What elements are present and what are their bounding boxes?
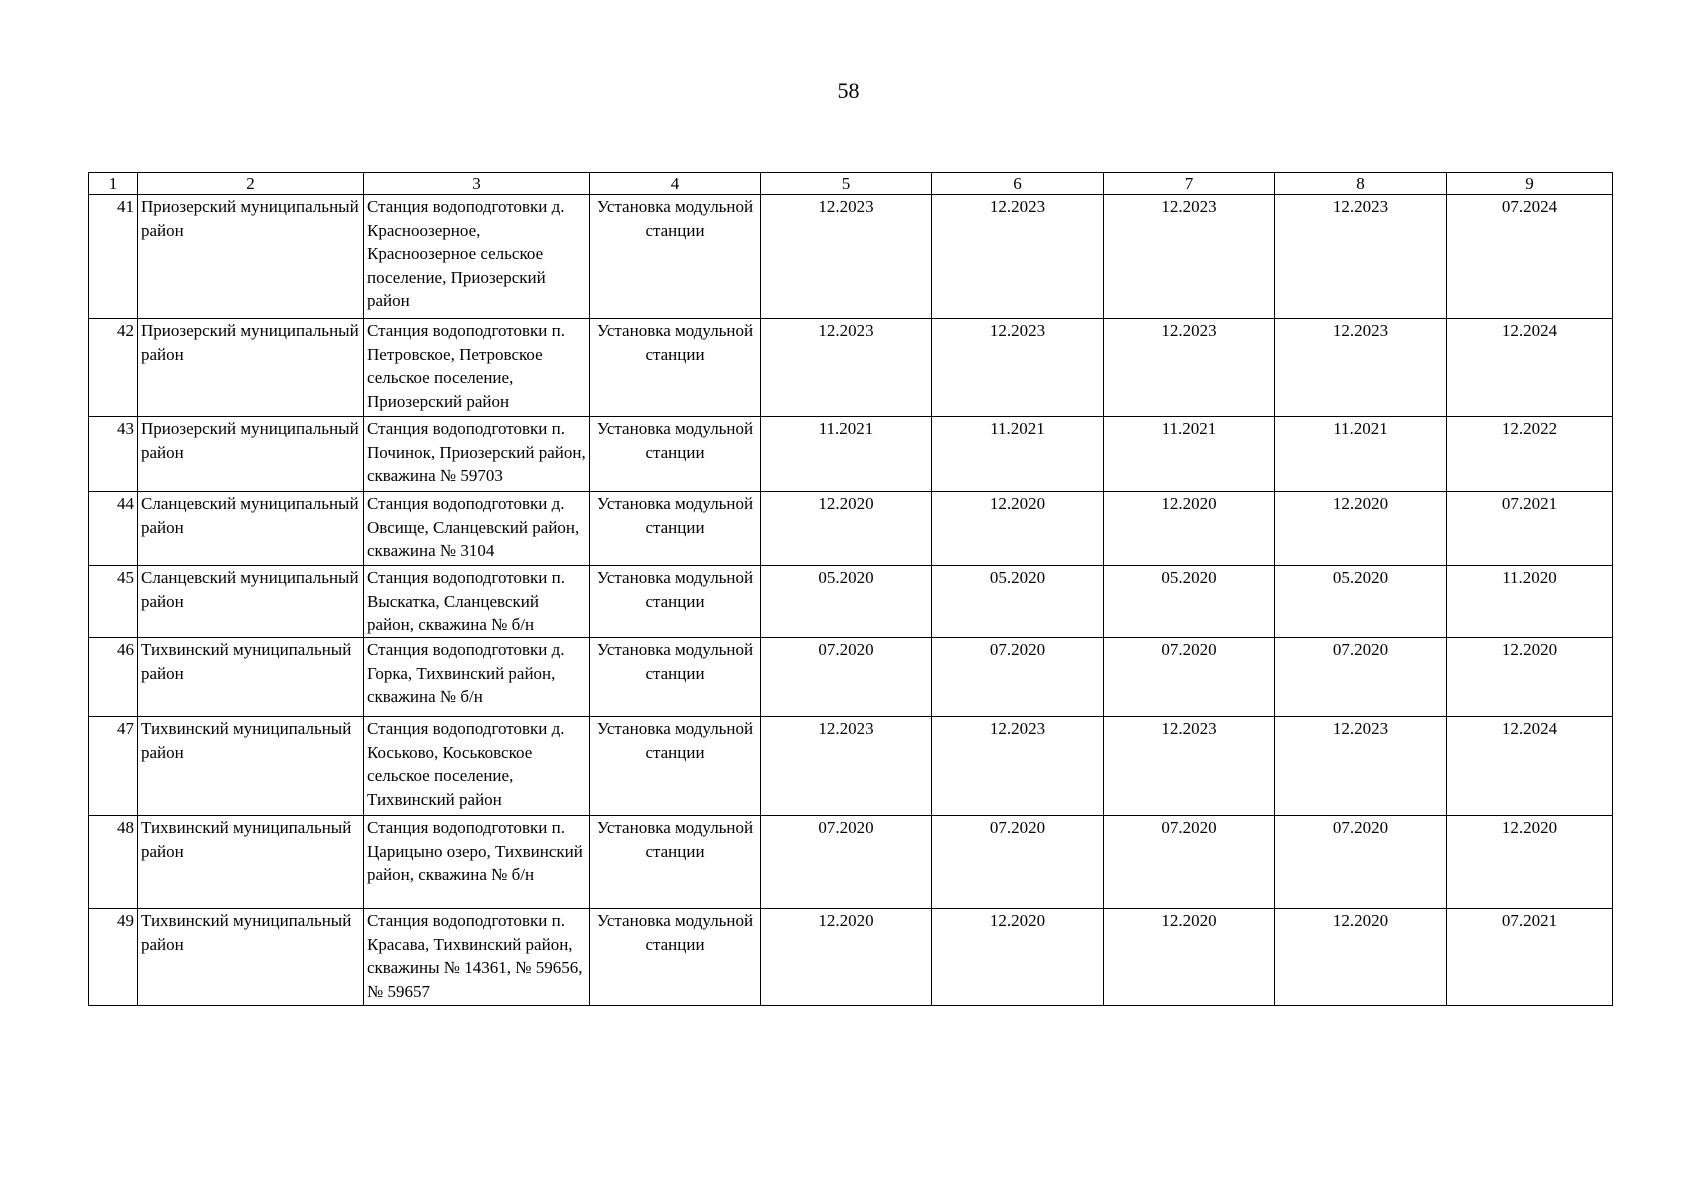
date-cell-7: 11.2021 bbox=[1104, 417, 1275, 492]
date-cell-6: 12.2020 bbox=[932, 909, 1104, 1006]
row-number: 43 bbox=[89, 417, 138, 492]
date-cell-6: 12.2020 bbox=[932, 492, 1104, 566]
object-cell: Станция водоподготовки д. Горка, Тихвинский район, скважина № б/н bbox=[364, 638, 590, 717]
row-number: 44 bbox=[89, 492, 138, 566]
table-row bbox=[89, 717, 1613, 816]
table-row bbox=[89, 319, 1613, 417]
date-cell-7: 12.2020 bbox=[1104, 909, 1275, 1006]
date-cell-5: 07.2020 bbox=[761, 638, 932, 717]
date-cell-9: 12.2022 bbox=[1447, 417, 1613, 492]
table-row bbox=[89, 566, 1613, 638]
object-cell: Станция водоподготовки п. Красава, Тихвинский район, скважины № 14361, № 59656, № 59657 bbox=[364, 909, 590, 1006]
date-cell-8: 12.2023 bbox=[1275, 717, 1447, 816]
object-cell: Станция водоподготовки п. Починок, Приозерский район, скважина № 59703 bbox=[364, 417, 590, 492]
action-cell: Установка модульной станции bbox=[590, 566, 761, 638]
object-cell: Станция водоподготовки д. Овсище, Сланцевский район, скважина № 3104 bbox=[364, 492, 590, 566]
district-cell: Тихвинский муниципальный район bbox=[138, 638, 364, 717]
district-cell: Приозерский муниципальный район bbox=[138, 195, 364, 319]
row-number: 42 bbox=[89, 319, 138, 417]
date-cell-6: 07.2020 bbox=[932, 816, 1104, 909]
district-cell: Тихвинский муниципальный район bbox=[138, 717, 364, 816]
date-cell-7: 12.2023 bbox=[1104, 319, 1275, 417]
date-cell-7: 07.2020 bbox=[1104, 816, 1275, 909]
row-number: 48 bbox=[89, 816, 138, 909]
object-cell: Станция водоподготовки п. Выскатка, Сланцевский район, скважина № б/н bbox=[364, 566, 590, 638]
date-cell-9: 07.2021 bbox=[1447, 492, 1613, 566]
date-cell-6: 12.2023 bbox=[932, 717, 1104, 816]
date-cell-7: 12.2023 bbox=[1104, 195, 1275, 319]
date-cell-8: 12.2020 bbox=[1275, 909, 1447, 1006]
object-cell: Станция водоподготовки д. Красноозерное, Красноозерное сельское поселение, Приозерский район bbox=[364, 195, 590, 319]
action-cell: Установка модульной станции bbox=[590, 717, 761, 816]
object-cell: Станция водоподготовки п. Царицыно озеро, Тихвинский район, скважина № б/н bbox=[364, 816, 590, 909]
row-number: 49 bbox=[89, 909, 138, 1006]
table-row bbox=[89, 638, 1613, 717]
column-header-4: 4 bbox=[590, 173, 761, 195]
date-cell-9: 07.2021 bbox=[1447, 909, 1613, 1006]
header-row bbox=[89, 173, 1613, 195]
date-cell-6: 12.2023 bbox=[932, 319, 1104, 417]
data-table bbox=[88, 172, 1613, 1006]
table-row bbox=[89, 816, 1613, 909]
date-cell-8: 07.2020 bbox=[1275, 638, 1447, 717]
date-cell-6: 11.2021 bbox=[932, 417, 1104, 492]
date-cell-6: 12.2023 bbox=[932, 195, 1104, 319]
district-cell: Тихвинский муниципальный район bbox=[138, 909, 364, 1006]
table-row bbox=[89, 909, 1613, 1006]
date-cell-9: 11.2020 bbox=[1447, 566, 1613, 638]
page-number: 58 bbox=[837, 78, 860, 103]
district-cell: Сланцевский муниципальный район bbox=[138, 566, 364, 638]
action-cell: Установка модульной станции bbox=[590, 909, 761, 1006]
column-header-6: 6 bbox=[932, 173, 1104, 195]
column-header-9: 9 bbox=[1447, 173, 1613, 195]
date-cell-7: 07.2020 bbox=[1104, 638, 1275, 717]
date-cell-8: 12.2020 bbox=[1275, 492, 1447, 566]
table-row bbox=[89, 417, 1613, 492]
date-cell-8: 11.2021 bbox=[1275, 417, 1447, 492]
date-cell-9: 12.2020 bbox=[1447, 816, 1613, 909]
table-row bbox=[89, 492, 1613, 566]
date-cell-5: 11.2021 bbox=[761, 417, 932, 492]
date-cell-7: 12.2023 bbox=[1104, 717, 1275, 816]
table-row bbox=[89, 195, 1613, 319]
column-header-3: 3 bbox=[364, 173, 590, 195]
date-cell-8: 07.2020 bbox=[1275, 816, 1447, 909]
date-cell-8: 12.2023 bbox=[1275, 319, 1447, 417]
date-cell-6: 07.2020 bbox=[932, 638, 1104, 717]
date-cell-5: 05.2020 bbox=[761, 566, 932, 638]
date-cell-6: 05.2020 bbox=[932, 566, 1104, 638]
date-cell-5: 12.2020 bbox=[761, 492, 932, 566]
action-cell: Установка модульной станции bbox=[590, 319, 761, 417]
date-cell-5: 07.2020 bbox=[761, 816, 932, 909]
column-header-7: 7 bbox=[1104, 173, 1275, 195]
date-cell-5: 12.2023 bbox=[761, 717, 932, 816]
object-cell: Станция водоподготовки п. Петровское, Петровское сельское поселение, Приозерский район bbox=[364, 319, 590, 417]
date-cell-5: 12.2020 bbox=[761, 909, 932, 1006]
object-cell: Станция водоподготовки д. Коськово, Коськовское сельское поселение, Тихвинский район bbox=[364, 717, 590, 816]
date-cell-9: 12.2020 bbox=[1447, 638, 1613, 717]
row-number: 41 bbox=[89, 195, 138, 319]
action-cell: Установка модульной станции bbox=[590, 816, 761, 909]
date-cell-7: 05.2020 bbox=[1104, 566, 1275, 638]
column-header-8: 8 bbox=[1275, 173, 1447, 195]
column-header-5: 5 bbox=[761, 173, 932, 195]
action-cell: Установка модульной станции bbox=[590, 492, 761, 566]
row-number: 45 bbox=[89, 566, 138, 638]
date-cell-8: 05.2020 bbox=[1275, 566, 1447, 638]
district-cell: Сланцевский муниципальный район bbox=[138, 492, 364, 566]
date-cell-8: 12.2023 bbox=[1275, 195, 1447, 319]
row-number: 47 bbox=[89, 717, 138, 816]
action-cell: Установка модульной станции bbox=[590, 195, 761, 319]
column-header-2: 2 bbox=[138, 173, 364, 195]
date-cell-5: 12.2023 bbox=[761, 319, 932, 417]
row-number: 46 bbox=[89, 638, 138, 717]
column-header-1: 1 bbox=[89, 173, 138, 195]
date-cell-9: 07.2024 bbox=[1447, 195, 1613, 319]
district-cell: Приозерский муниципальный район bbox=[138, 319, 364, 417]
district-cell: Приозерский муниципальный район bbox=[138, 417, 364, 492]
date-cell-9: 12.2024 bbox=[1447, 319, 1613, 417]
district-cell: Тихвинский муниципальный район bbox=[138, 816, 364, 909]
action-cell: Установка модульной станции bbox=[590, 638, 761, 717]
date-cell-9: 12.2024 bbox=[1447, 717, 1613, 816]
date-cell-5: 12.2023 bbox=[761, 195, 932, 319]
action-cell: Установка модульной станции bbox=[590, 417, 761, 492]
date-cell-7: 12.2020 bbox=[1104, 492, 1275, 566]
